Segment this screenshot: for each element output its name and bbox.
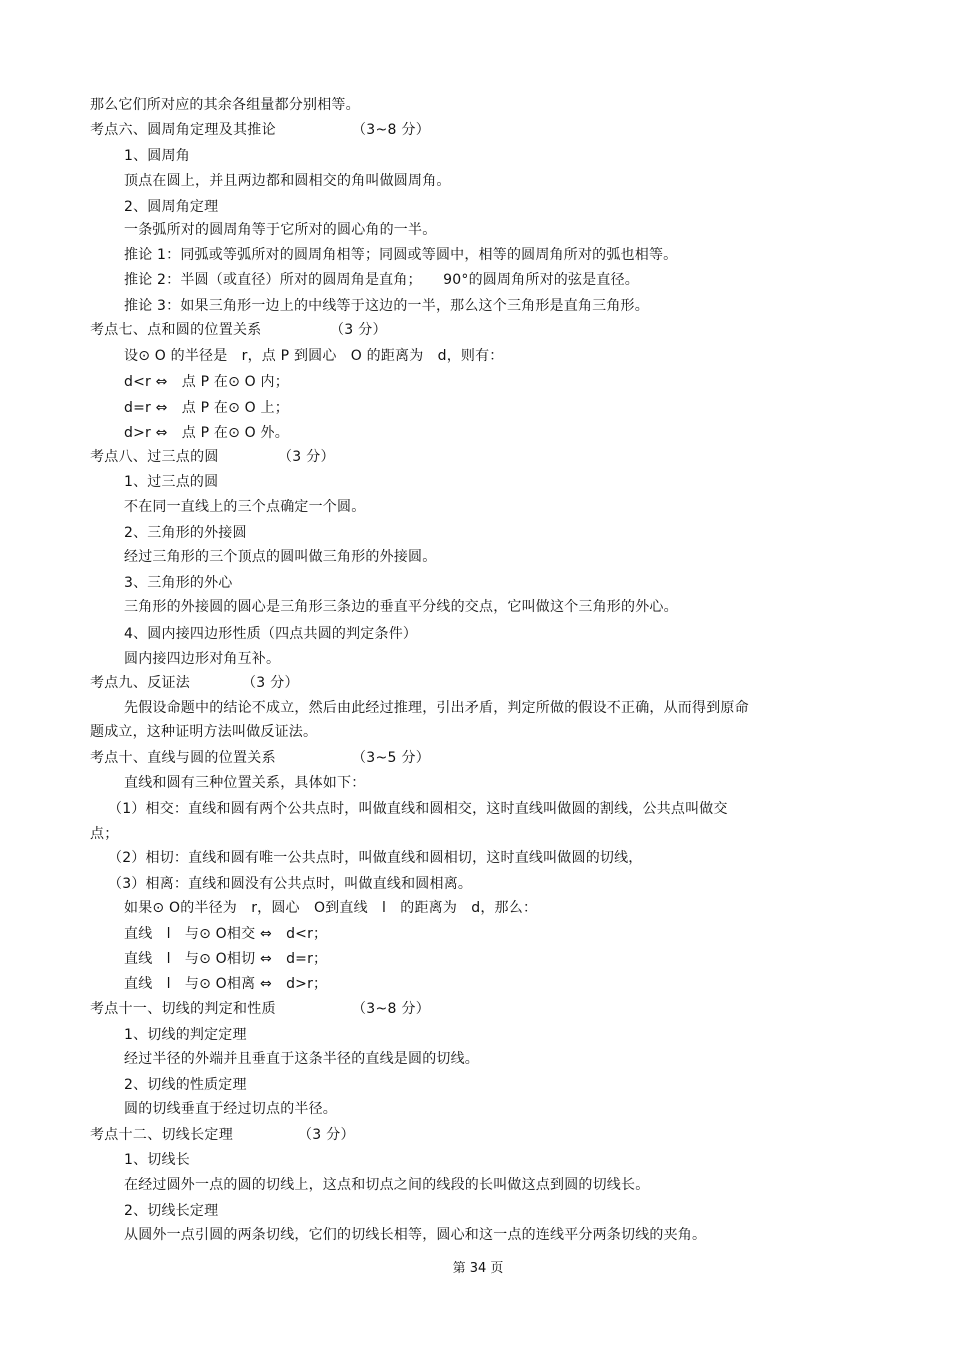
heading-title: 考点七、点和圆的位置关系: [90, 322, 262, 338]
heading-points: （3 分）: [242, 675, 299, 691]
text-line: 2、切线长定理: [124, 1203, 219, 1219]
heading-title: 考点八、过三点的圆: [90, 449, 219, 465]
heading-points: （3~8 分）: [352, 122, 431, 138]
heading-points: （3 分）: [278, 449, 335, 465]
heading-points: （3~5 分）: [352, 750, 431, 766]
text-line: 经过半径的外端并且垂直于这条半径的直线是圆的切线。: [124, 1051, 479, 1067]
text-line: 1、切线的判定定理: [124, 1027, 247, 1043]
text-line: d>r ⇔ 点 P 在⊙ O 外。: [124, 425, 289, 441]
text-line: 直线和圆有三种位置关系，具体如下：: [124, 775, 366, 791]
section-heading: [90, 121, 431, 139]
text-line: 点；: [90, 826, 119, 842]
section-heading: [90, 674, 299, 692]
section-heading: [90, 1000, 431, 1018]
heading-title: 考点九、反证法: [90, 675, 191, 691]
heading-points: （3 分）: [330, 322, 387, 338]
text-line: 1、过三点的圆: [124, 474, 219, 490]
text-line: 从圆外一点引圆的两条切线，它们的切线长相等，圆心和这一点的连线平分两条切线的夹角。: [124, 1227, 707, 1243]
text-line: 在经过圆外一点的圆的切线上，这点和切点之间的线段的长叫做这点到圆的切线长。: [124, 1177, 650, 1193]
text-line: 1、切线长: [124, 1152, 190, 1168]
text-line: 4、圆内接四边形性质（四点共圆的判定条件）: [124, 626, 418, 642]
section-heading: [90, 448, 335, 466]
text-line: 三角形的外接圆的圆心是三角形三条边的垂直平分线的交点，它叫做这个三角形的外心。: [124, 599, 678, 615]
section-heading: [90, 749, 431, 767]
section-heading: [90, 1126, 355, 1144]
text-line: （1）相交：直线和圆有两个公共点时，叫做直线和圆相交，这时直线叫做圆的割线，公共点叫做交: [108, 801, 728, 817]
heading-title: 考点十、直线与圆的位置关系: [90, 750, 276, 766]
heading-title: 考点六、圆周角定理及其推论: [90, 122, 276, 138]
text-line: 直线 l 与⊙ O相切 ⇔ d=r；: [124, 951, 328, 967]
text-line: 推论 1：同弧或等弧所对的圆周角相等；同圆或等圆中，相等的圆周角所对的弧也相等。: [124, 247, 678, 263]
text-line: 3、三角形的外心: [124, 575, 233, 591]
text-line: d<r ⇔ 点 P 在⊙ O 内；: [124, 374, 289, 390]
text-line: 不在同一直线上的三个点确定一个圆。: [124, 499, 366, 515]
text-line: 题成立，这种证明方法叫做反证法。: [90, 724, 318, 740]
text-line: 2、三角形的外接圆: [124, 525, 247, 541]
text-line: 一条弧所对的圆周角等于它所对的圆心角的一半。: [124, 222, 437, 238]
text-line: （2）相切：直线和圆有唯一公共点时，叫做直线和圆相切，这时直线叫做圆的切线，: [108, 850, 643, 866]
text-line: 顶点在圆上，并且两边都和圆相交的角叫做圆周角。: [124, 173, 451, 189]
text-line: 推论 3：如果三角形一边上的中线等于这边的一半，那么这个三角形是直角三角形。: [124, 298, 649, 314]
page-number: 第 34 页: [452, 1261, 504, 1276]
text-line: 经过三角形的三个顶点的圆叫做三角形的外接圆。: [124, 549, 437, 565]
text-line: 直线 l 与⊙ O相交 ⇔ d<r；: [124, 926, 328, 942]
heading-points: （3 分）: [298, 1127, 355, 1143]
section-heading: [90, 321, 387, 339]
heading-title: 考点十二、切线长定理: [90, 1127, 233, 1143]
text-line: 直线 l 与⊙ O相离 ⇔ d>r；: [124, 976, 328, 992]
heading-points: （3~8 分）: [352, 1001, 431, 1017]
text-line: 推论 2：半圆（或直径）所对的圆周角是直角； 90°的圆周角所对的弦是直径。: [124, 272, 639, 288]
text-line: 圆的切线垂直于经过切点的半径。: [124, 1101, 337, 1117]
text-line: 设⊙ O 的半径是 r，点 P 到圆心 O 的距离为 d，则有：: [124, 348, 504, 364]
text-line: 1、圆周角: [124, 148, 190, 164]
text-line: 先假设命题中的结论不成立，然后由此经过推理，引出矛盾，判定所做的假设不正确，从而得到原命: [124, 700, 749, 716]
text-line: 圆内接四边形对角互补。: [124, 651, 281, 667]
text-line: （3）相离：直线和圆没有公共点时，叫做直线和圆相离。: [108, 876, 473, 892]
text-line: 如果⊙ O的半径为 r，圆心 O到直线 l 的距离为 d，那么：: [124, 900, 538, 916]
heading-title: 考点十一、切线的判定和性质: [90, 1001, 276, 1017]
text-line: 那么它们所对应的其余各组量都分别相等。: [90, 97, 360, 113]
text-line: d=r ⇔ 点 P 在⊙ O 上；: [124, 400, 289, 416]
text-line: 2、圆周角定理: [124, 199, 219, 215]
text-line: 2、切线的性质定理: [124, 1077, 247, 1093]
